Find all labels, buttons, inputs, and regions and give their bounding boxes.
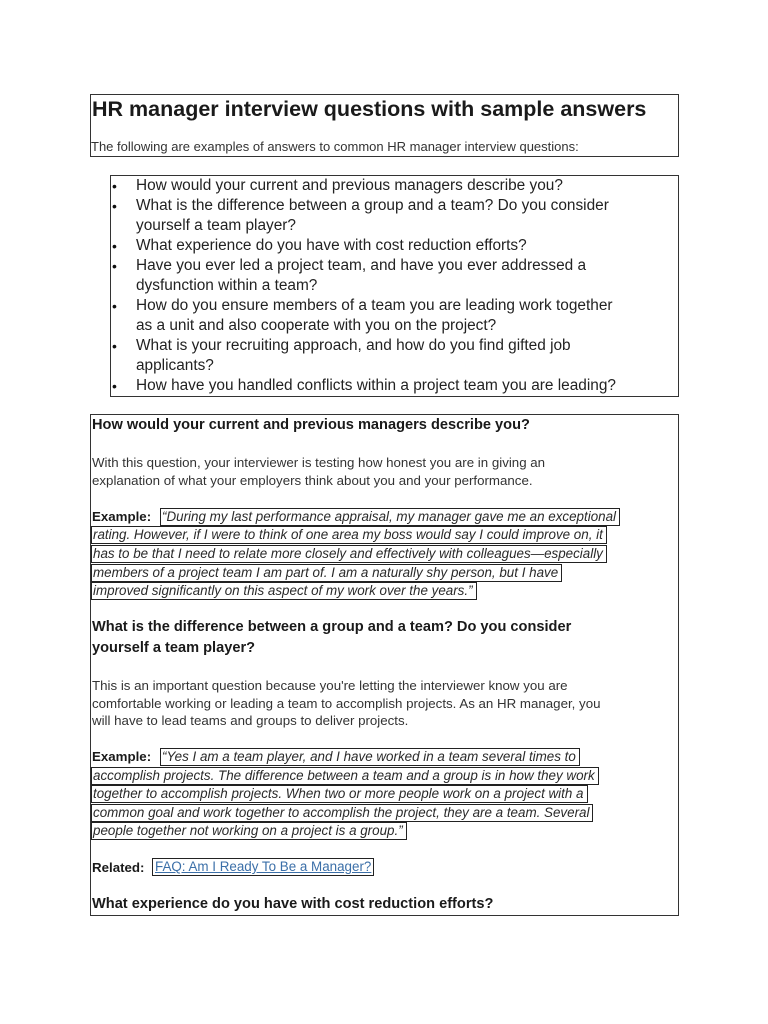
question-item: • How would your current and previous managers describe you?: [111, 176, 678, 196]
q1-example-line: members of a project team I am part of. I am a naturally shy person, but I have: [91, 564, 562, 582]
q1-example-line: has to be that I need to relate more closely and effectively with colleagues—especially: [91, 545, 607, 563]
q2-body: This is an important question because you're letting the interviewer know you are comfortable working or leading a team to accomplish projects. As an HR manager, you will have to lead teams and groups to deliver projects.: [92, 678, 601, 729]
question-item: • What is the difference between a group and a team? Do you consider yourself a team player?: [111, 196, 678, 236]
question-item: • What experience do you have with cost reduction efforts?: [111, 236, 678, 256]
question-list-box: [110, 175, 679, 397]
question-list: [111, 176, 678, 396]
question-item: • What is your recruiting approach, and how do you find gifted job applicants?: [111, 336, 678, 376]
q2-example-label: Example:: [92, 749, 152, 764]
question-item: • How have you handled conflicts within a project team you are leading?: [111, 376, 678, 396]
q1-example-label: Example:: [92, 509, 152, 524]
q2-example-line: together to accomplish projects. When two or more people work on a project with a: [91, 785, 588, 803]
related-faq-link[interactable]: FAQ: Am I Ready To Be a Manager?: [152, 858, 374, 876]
q2-example-line: “Yes I am a team player, and I have worked in a team several times to: [160, 748, 580, 766]
q2-example-line: common goal and work together to accomplish the project, they are a team. Several: [91, 804, 593, 822]
q1-example-line: rating. However, if I were to think of one area my boss would say I could improve on, it: [91, 526, 607, 544]
q2-example-line: accomplish projects. The difference between a team and a group is in how they work: [91, 767, 599, 785]
q1-heading: How would your current and previous managers describe you?: [92, 417, 530, 433]
question-item: • Have you ever led a project team, and have you ever addressed a dysfunction within a team?: [111, 256, 678, 296]
answers-box: [90, 414, 679, 916]
q1-body: With this question, your interviewer is testing how honest you are in giving an explanation of what your employers think about you and your performance.: [92, 455, 546, 488]
q2-heading: What is the difference between a group and a team? Do you consider yourself a team player?: [92, 619, 572, 656]
question-item: • How do you ensure members of a team you are leading work together as a unit and also cooperate with you on the project?: [111, 296, 678, 336]
q1-example-line: “During my last performance appraisal, my manager gave me an exceptional: [160, 508, 620, 526]
q3-heading: What experience do you have with cost reduction efforts?: [92, 896, 494, 912]
page-title: HR manager interview questions with sample answers: [92, 97, 647, 121]
intro-text: The following are examples of answers to common HR manager interview questions:: [91, 139, 579, 154]
header-box: [90, 94, 679, 157]
q1-example-line: improved significantly on this aspect of my work over the years.”: [91, 582, 477, 600]
q2-example-line: people together not working on a project is a group.”: [91, 822, 407, 840]
related-label: Related:: [92, 860, 145, 875]
